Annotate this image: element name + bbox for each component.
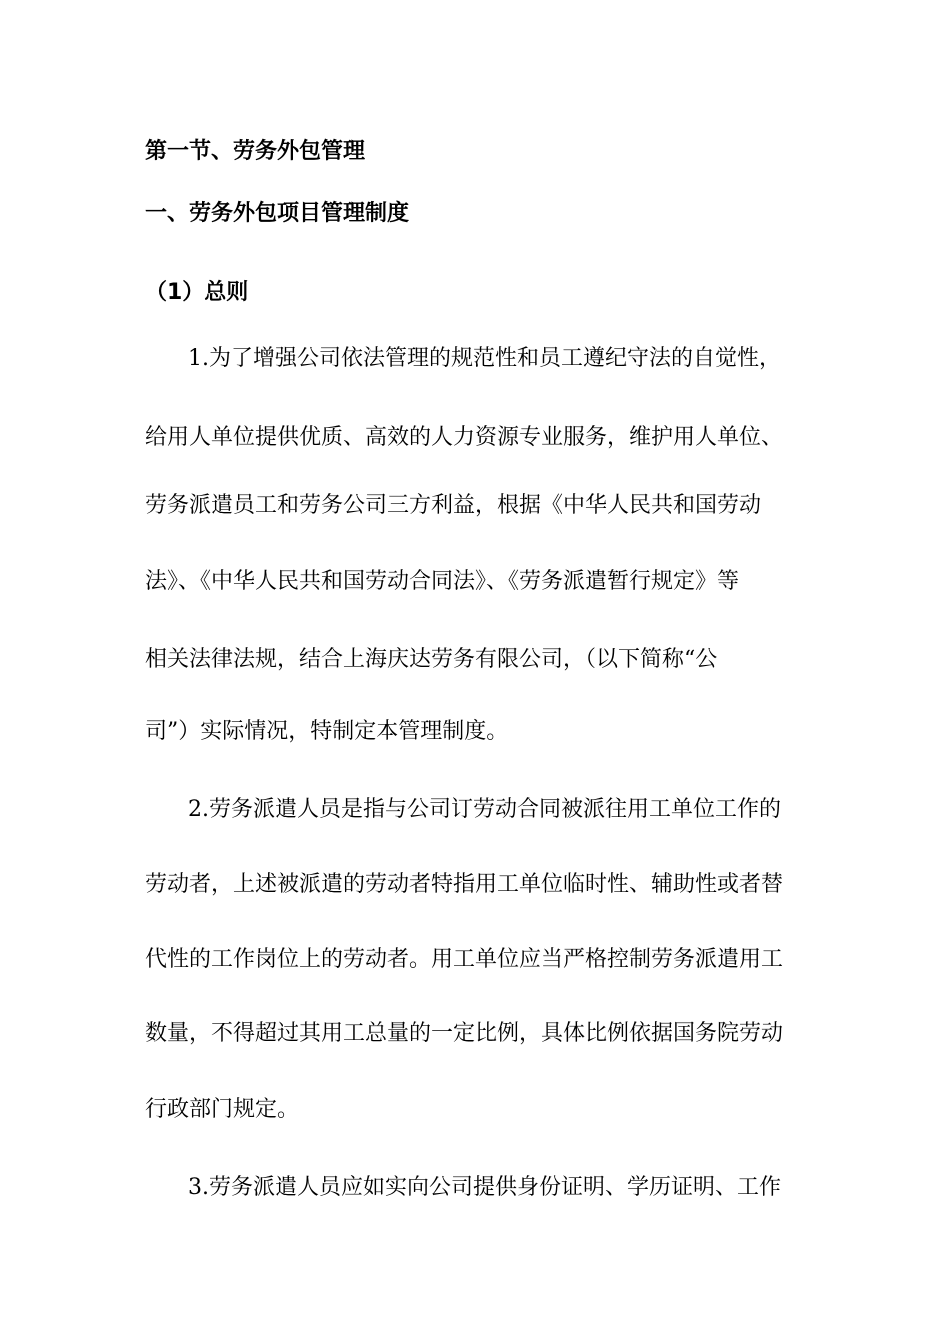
part-title: （1）总则 [145,280,249,305]
paragraph-line: 1.为了增强公司依法管理的规范性和员工遵纪守法的自觉性， [188,346,781,371]
paragraph-line: 法》、《中华人民共和国劳动合同法》、《劳务派遣暂行规定》等 [145,569,740,594]
paragraph-line: 给用人单位提供优质、高效的人力资源专业服务，维护用人单位、 [145,425,784,450]
paragraph-line: 劳务派遣员工和劳务公司三方利益，根据《中华人民共和国劳动 [145,493,762,518]
paragraph-line: 行政部门规定。 [145,1097,300,1122]
paragraph-line: 劳动者，上述被派遣的劳动者特指用工单位临时性、辅助性或者替 [145,872,784,897]
paragraph-line: 相关法律法规，结合上海庆达劳务有限公司，（以下简称“公 [145,647,718,672]
section-title: 第一节、劳务外包管理 [145,139,366,164]
paragraph-line: 3.劳务派遣人员应如实向公司提供身份证明、学历证明、工作 [188,1175,781,1200]
paragraph-line: 代性的工作岗位上的劳动者。用工单位应当严格控制劳务派遣用工 [145,947,784,972]
paragraph-line: 司”）实际情况，特制定本管理制度。 [145,719,509,744]
paragraph-line: 2.劳务派遣人员是指与公司订劳动合同被派往用工单位工作的 [188,797,781,822]
subsection-title: 一、劳务外包项目管理制度 [145,201,410,226]
paragraph-line: 数量，不得超过其用工总量的一定比例，具体比例依据国务院劳动 [145,1021,784,1046]
